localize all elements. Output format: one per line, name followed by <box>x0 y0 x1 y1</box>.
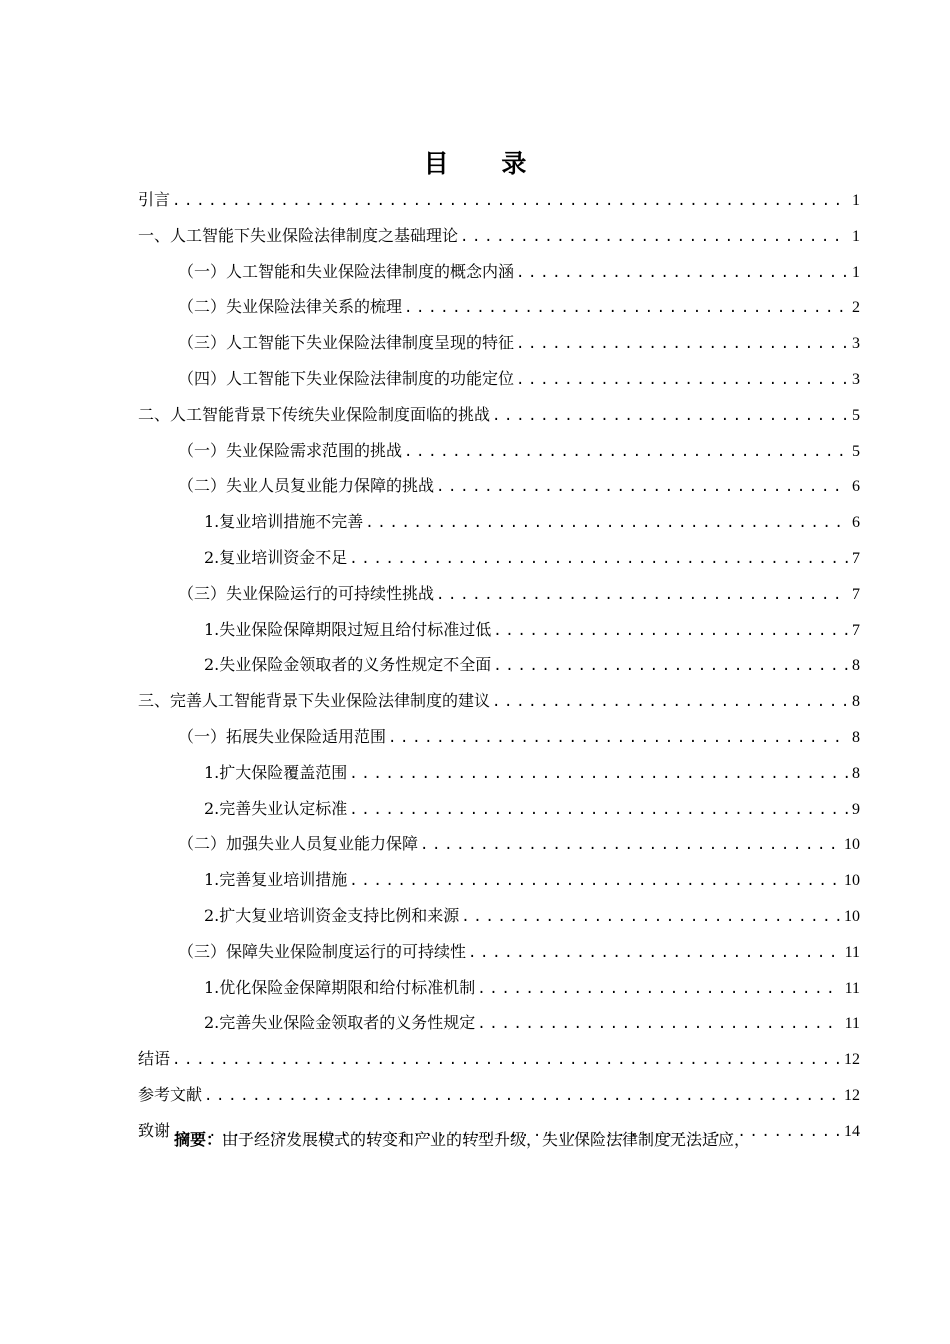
toc-leader-dots <box>388 721 848 757</box>
toc-entry-label: 失业保险金领取者的义务性规定不全面 <box>219 655 492 675</box>
toc-page-number: 10 <box>844 907 860 925</box>
toc-entry[interactable] <box>138 397 860 433</box>
toc-entry-number: （三） <box>178 583 227 603</box>
toc-entry[interactable] <box>138 540 860 576</box>
toc-entry-number: 2. <box>204 655 220 675</box>
toc-entry[interactable] <box>138 1041 860 1077</box>
toc-entry-label: 复业培训资金不足 <box>219 547 348 567</box>
toc-page-number: 7 <box>852 549 860 567</box>
toc-page-number: 12 <box>844 1086 860 1104</box>
toc-leader-dots <box>204 1079 840 1115</box>
toc-entry-label: 失业保险运行的可持续性挑战 <box>226 583 435 603</box>
toc-leader-dots <box>492 399 848 435</box>
toc-entry[interactable] <box>138 862 860 898</box>
toc-entry-label: 结语 <box>138 1049 171 1069</box>
toc-entry-number: （一） <box>178 261 227 281</box>
toc-entry-number: 1. <box>204 870 220 890</box>
toc-leader-dots <box>516 327 848 363</box>
toc-entry[interactable] <box>138 683 860 719</box>
toc-leader-dots <box>436 470 848 506</box>
toc-page-number: 8 <box>852 728 860 746</box>
toc-page-number: 1 <box>852 227 860 245</box>
toc-page-number: 8 <box>852 657 860 675</box>
toc-entry[interactable] <box>138 504 860 540</box>
toc-entry-label: 复业培训措施不完善 <box>219 512 364 532</box>
table-of-contents <box>138 182 860 1149</box>
toc-entry-number: 1. <box>204 619 220 639</box>
toc-leader-dots <box>493 614 848 650</box>
toc-entry[interactable] <box>138 182 860 218</box>
toc-entry[interactable] <box>138 755 860 791</box>
toc-entry[interactable] <box>138 791 860 827</box>
toc-page-number: 9 <box>852 800 860 818</box>
toc-entry-label: 完善复业培训措施 <box>219 870 348 890</box>
toc-page-number: 10 <box>844 836 860 854</box>
toc-entry-label: 完善人工智能背景下失业保险法律制度的建议 <box>170 691 491 711</box>
toc-entry-label: 完善失业认定标准 <box>219 798 348 818</box>
toc-leader-dots <box>404 435 848 471</box>
toc-entry-label: 扩大保险覆盖范围 <box>219 762 348 782</box>
toc-entry[interactable] <box>138 970 860 1006</box>
toc-entry-number: （二） <box>178 297 227 317</box>
toc-entry-label: 人工智能背景下传统失业保险制度面临的挑战 <box>170 404 491 424</box>
toc-entry-number: 2. <box>204 905 220 925</box>
toc-leader-dots <box>365 506 848 542</box>
toc-entry-number: （一） <box>178 726 227 746</box>
toc-entry-label: 引言 <box>138 190 171 209</box>
toc-entry-label: 人工智能下失业保险法律制度之基础理论 <box>170 225 459 245</box>
toc-entry[interactable] <box>138 576 860 612</box>
toc-entry[interactable] <box>138 289 860 325</box>
toc-leader-dots <box>477 972 840 1008</box>
toc-entry-label: 优化保险金保障期限和给付标准机制 <box>219 977 476 997</box>
toc-entry-label: 参考文献 <box>138 1084 203 1104</box>
toc-page-number: 1 <box>852 192 860 209</box>
toc-leader-dots <box>492 685 848 721</box>
toc-entry-number: （四） <box>178 368 227 388</box>
abstract-text: 由于经济发展模式的转变和产业的转型升级，失业保险法律制度无法适应， <box>222 1130 751 1149</box>
toc-entry-label: 加强失业人员复业能力保障 <box>226 834 419 854</box>
toc-entry-number: （二） <box>178 476 227 496</box>
toc-leader-dots <box>172 184 848 220</box>
toc-entry-label: 失业保险需求范围的挑战 <box>226 440 403 460</box>
toc-leader-dots <box>493 649 848 685</box>
toc-entry-number: 2. <box>204 798 220 818</box>
toc-page-number: 11 <box>844 1015 860 1033</box>
toc-entry-label: 失业保险法律关系的梳理 <box>226 297 403 317</box>
toc-page-number: 14 <box>844 1122 860 1140</box>
toc-entry-number: 1. <box>204 512 220 532</box>
toc-entry-label: 致谢 <box>138 1120 171 1140</box>
toc-page-number: 12 <box>844 1051 860 1069</box>
toc-entry-number: （二） <box>178 834 227 854</box>
toc-entry[interactable] <box>138 612 860 648</box>
toc-entry[interactable] <box>138 719 860 755</box>
toc-page-number: 3 <box>852 370 860 388</box>
toc-entry-label: 失业保险保障期限过短且给付标准过低 <box>219 619 492 639</box>
toc-entry-label: 人工智能下失业保险法律制度的功能定位 <box>226 368 515 388</box>
toc-entry-label: 完善失业保险金领取者的义务性规定 <box>219 1013 476 1033</box>
toc-leader-dots <box>349 793 848 829</box>
abstract-paragraph <box>138 1127 872 1153</box>
toc-entry[interactable] <box>138 898 860 934</box>
toc-page-number: 2 <box>852 299 860 317</box>
toc-leader-dots <box>404 291 848 327</box>
toc-title: 目 录 <box>423 149 549 178</box>
toc-entry[interactable] <box>138 254 860 290</box>
toc-leader-dots <box>460 220 848 256</box>
toc-entry-label: 保障失业保险制度运行的可持续性 <box>226 941 467 961</box>
toc-entry-number: 2. <box>204 547 220 567</box>
toc-page-number: 8 <box>852 693 860 711</box>
toc-entry[interactable] <box>138 361 860 397</box>
toc-entry[interactable] <box>138 647 860 683</box>
toc-entry[interactable] <box>138 1005 860 1041</box>
toc-leader-dots <box>349 542 848 578</box>
toc-page-number: 5 <box>852 442 860 460</box>
toc-entry-number: 1. <box>204 977 220 997</box>
toc-entry[interactable] <box>138 934 860 970</box>
toc-entry-label: 人工智能和失业保险法律制度的概念内涵 <box>226 261 515 281</box>
toc-leader-dots <box>172 1043 840 1079</box>
toc-entry[interactable] <box>138 218 860 254</box>
toc-leader-dots <box>349 757 848 793</box>
toc-entry[interactable] <box>138 325 860 361</box>
toc-page-number: 5 <box>852 406 860 424</box>
toc-page-number: 8 <box>852 764 860 782</box>
toc-page-number: 7 <box>852 621 860 639</box>
toc-leader-dots <box>420 828 840 864</box>
toc-page-number: 11 <box>844 979 860 997</box>
toc-leader-dots <box>516 256 848 292</box>
toc-page-number: 11 <box>844 943 860 961</box>
toc-entry-number: 二、 <box>138 404 171 424</box>
toc-page-number: 3 <box>852 335 860 353</box>
toc-entry[interactable] <box>138 1077 860 1113</box>
toc-leader-dots <box>477 1007 840 1043</box>
toc-page-number: 6 <box>852 478 860 496</box>
toc-entry-number: （一） <box>178 440 227 460</box>
toc-entry[interactable] <box>138 468 860 504</box>
toc-entry-number: （三） <box>178 941 227 961</box>
toc-entry-label: 人工智能下失业保险法律制度呈现的特征 <box>226 333 515 353</box>
toc-entry-number: 三、 <box>138 691 171 711</box>
toc-leader-dots <box>468 936 841 972</box>
toc-entry-number: 一、 <box>138 225 171 245</box>
toc-entry-label: 拓展失业保险适用范围 <box>226 726 387 746</box>
toc-entry-number: （三） <box>178 333 227 353</box>
abstract-label: 摘要： <box>174 1130 223 1149</box>
toc-page-number: 1 <box>852 263 860 281</box>
toc-leader-dots <box>349 864 840 900</box>
toc-leader-dots <box>436 578 848 614</box>
toc-entry-label: 扩大复业培训资金支持比例和来源 <box>219 905 460 925</box>
toc-page-number: 7 <box>852 585 860 603</box>
toc-leader-dots <box>461 900 840 936</box>
toc-entry-number: 2. <box>204 1013 220 1033</box>
toc-page-number: 6 <box>852 514 860 532</box>
toc-page-number: 10 <box>844 872 860 890</box>
toc-leader-dots <box>516 363 848 399</box>
toc-entry-number: 1. <box>204 762 220 782</box>
toc-entry[interactable] <box>138 826 860 862</box>
toc-entry-label: 失业人员复业能力保障的挑战 <box>226 476 435 496</box>
toc-entry[interactable] <box>138 433 860 469</box>
